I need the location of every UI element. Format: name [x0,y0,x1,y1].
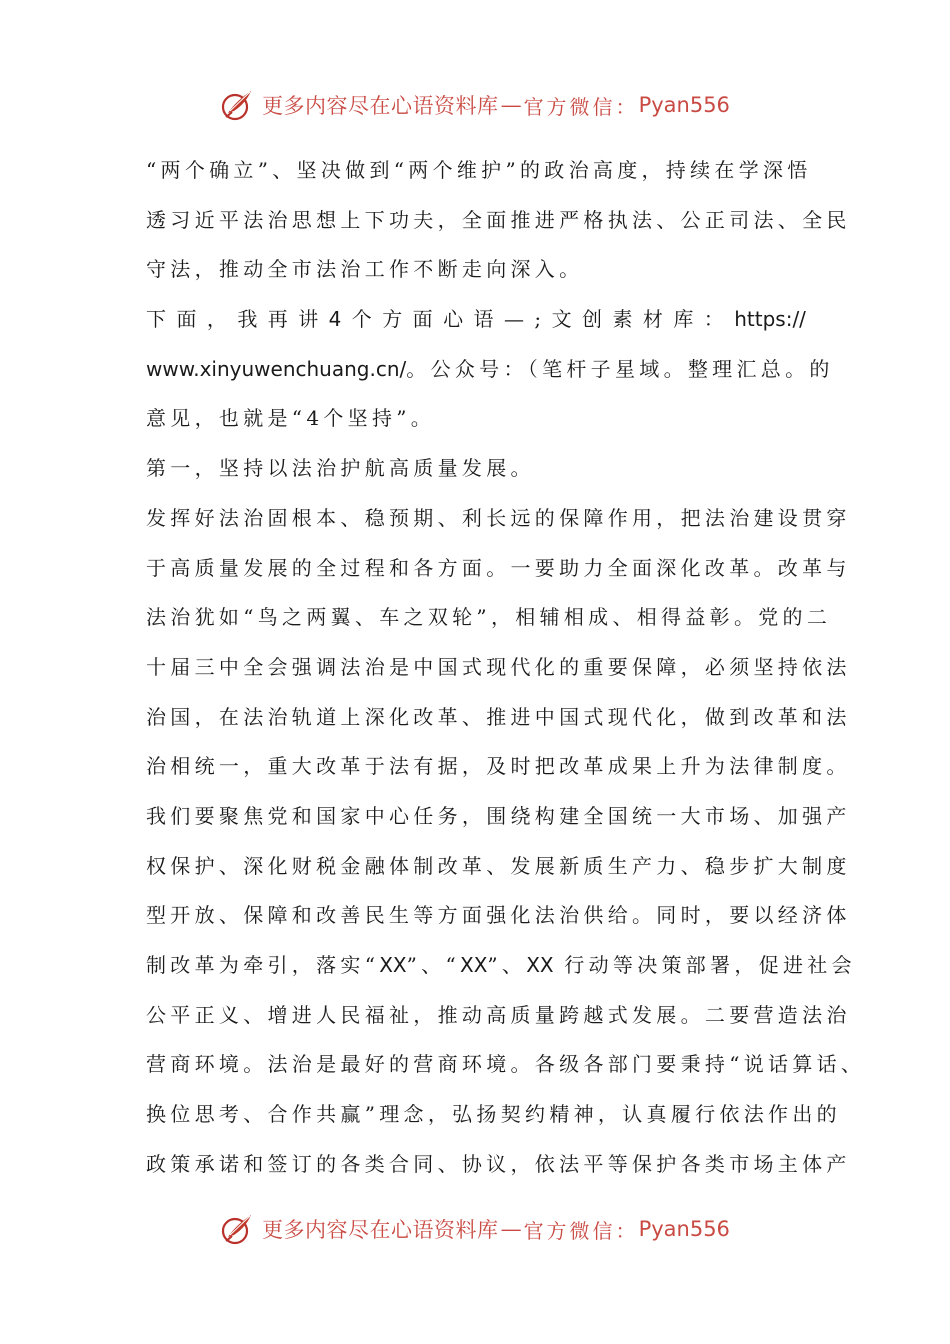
line-char: ; [534,307,542,332]
line-char: ， [206,307,227,332]
wechat-id: Pyan556 [638,1217,730,1241]
line-char: ： [703,307,724,332]
line-char: 面 [176,307,197,332]
banner-separator: — [500,93,522,117]
line-text: 。公众号：（笔杆子星域。整理汇总。的 [406,356,834,381]
quill-logo-icon [220,87,256,123]
line-char: 库 [673,307,694,332]
paragraph-line [146,941,856,991]
paragraph-line-justified [146,295,806,345]
line-char: 再 [267,307,288,332]
url-start: https:// [734,307,806,332]
line-char: 创 [582,307,603,332]
paragraph-line: 发挥好法治固根本、稳预期、利长远的保障作用，把法治建设贯穿 [146,505,851,530]
banner-text: 更多内容尽在心语资料库 [262,1218,499,1242]
section-heading: 第一，坚持以法治护航高质量发展。 [146,456,535,481]
header-banner [0,80,950,130]
paragraph-line: 意见，也就是“4个坚持”。 [146,406,436,431]
paragraph-line: 守法，推动全市法治工作不断走向深入。 [146,257,584,282]
paragraph-line: 透习近平法治思想上下功夫，全面推进严格执法、公正司法、全民 [146,207,851,232]
wechat-label: 官方微信： [523,94,639,119]
paragraph-line: 治国，在法治轨道上深化改革、推进中国式现代化，做到改革和法 [146,704,851,729]
line-text: ”、 [487,953,527,977]
banner-text: 更多内容尽在心语资料库 [262,94,499,118]
paragraph-line: 治相统一，重大改革于法有据，及时把改革成果上升为法律制度。 [146,754,851,779]
banner-separator: — [500,1217,522,1241]
paragraph-line: 公平正义、增进人民福祉，推动高质量跨越式发展。二要营造法治 [146,1002,851,1027]
line-text: 制改革为牵引，落实“ [146,953,380,977]
paragraph-line [146,345,834,395]
placeholder-xx: XX [526,953,554,977]
line-char: 心 [443,307,464,332]
paragraph-line: 法治犹如“鸟之两翼、车之双轮”，相辅相成、相得益彰。党的二 [146,605,832,630]
line-char: 个 [351,307,372,332]
line-char: 4 [328,307,342,332]
wechat-label: 官方微信： [523,1218,639,1243]
line-char: 讲 [298,307,319,332]
placeholder-xx: XX [379,953,407,977]
footer-banner [0,1204,950,1254]
line-text: 行动等决策部署，促进社会 [553,953,856,977]
quill-logo-icon [220,1211,256,1247]
line-char: — [503,307,524,332]
paragraph-line: 政策承诺和签订的各类合同、协议，依法平等保护各类市场主体产 [146,1151,851,1176]
placeholder-xx: XX [460,953,488,977]
line-char: 下 [146,307,166,332]
line-char: 语 [473,307,494,332]
paragraph-line: 型开放、保障和改善民生等方面强化法治供给。同时，要以经济体 [146,903,851,928]
line-char: 面 [412,307,433,332]
line-char: 方 [382,307,403,332]
paragraph-line: 于高质量发展的全过程和各方面。一要助力全面深化改革。改革与 [146,555,851,580]
paragraph-line: “两个确立”、坚决做到“两个维护”的政治高度，持续在学深悟 [146,158,812,182]
paragraph-line: 十届三中全会强调法治是中国式现代化的重要保障，必须坚持依法 [146,654,851,679]
document-body [146,146,866,1189]
website-url: www.xinyuwenchuang.cn/ [146,356,407,381]
line-char: 材 [642,307,663,332]
line-char: 我 [237,307,258,332]
paragraph-line: 我们要聚焦党和国家中心任务，围绕构建全国统一大市场、加强产 [146,803,851,828]
paragraph-line: 权保护、深化财税金融体制改革、发展新质生产力、稳步扩大制度 [146,853,851,878]
line-char: 文 [551,307,572,332]
paragraph-line: 换位思考、合作共赢”理念，弘扬契约精神，认真履行依法作出的 [146,1102,841,1127]
paragraph-line: 营商环境。法治是最好的营商环境。各级各部门要秉持“说话算话、 [146,1052,866,1077]
line-text: ”、“ [406,953,460,977]
wechat-id: Pyan556 [638,93,730,117]
line-char: 素 [612,307,633,332]
